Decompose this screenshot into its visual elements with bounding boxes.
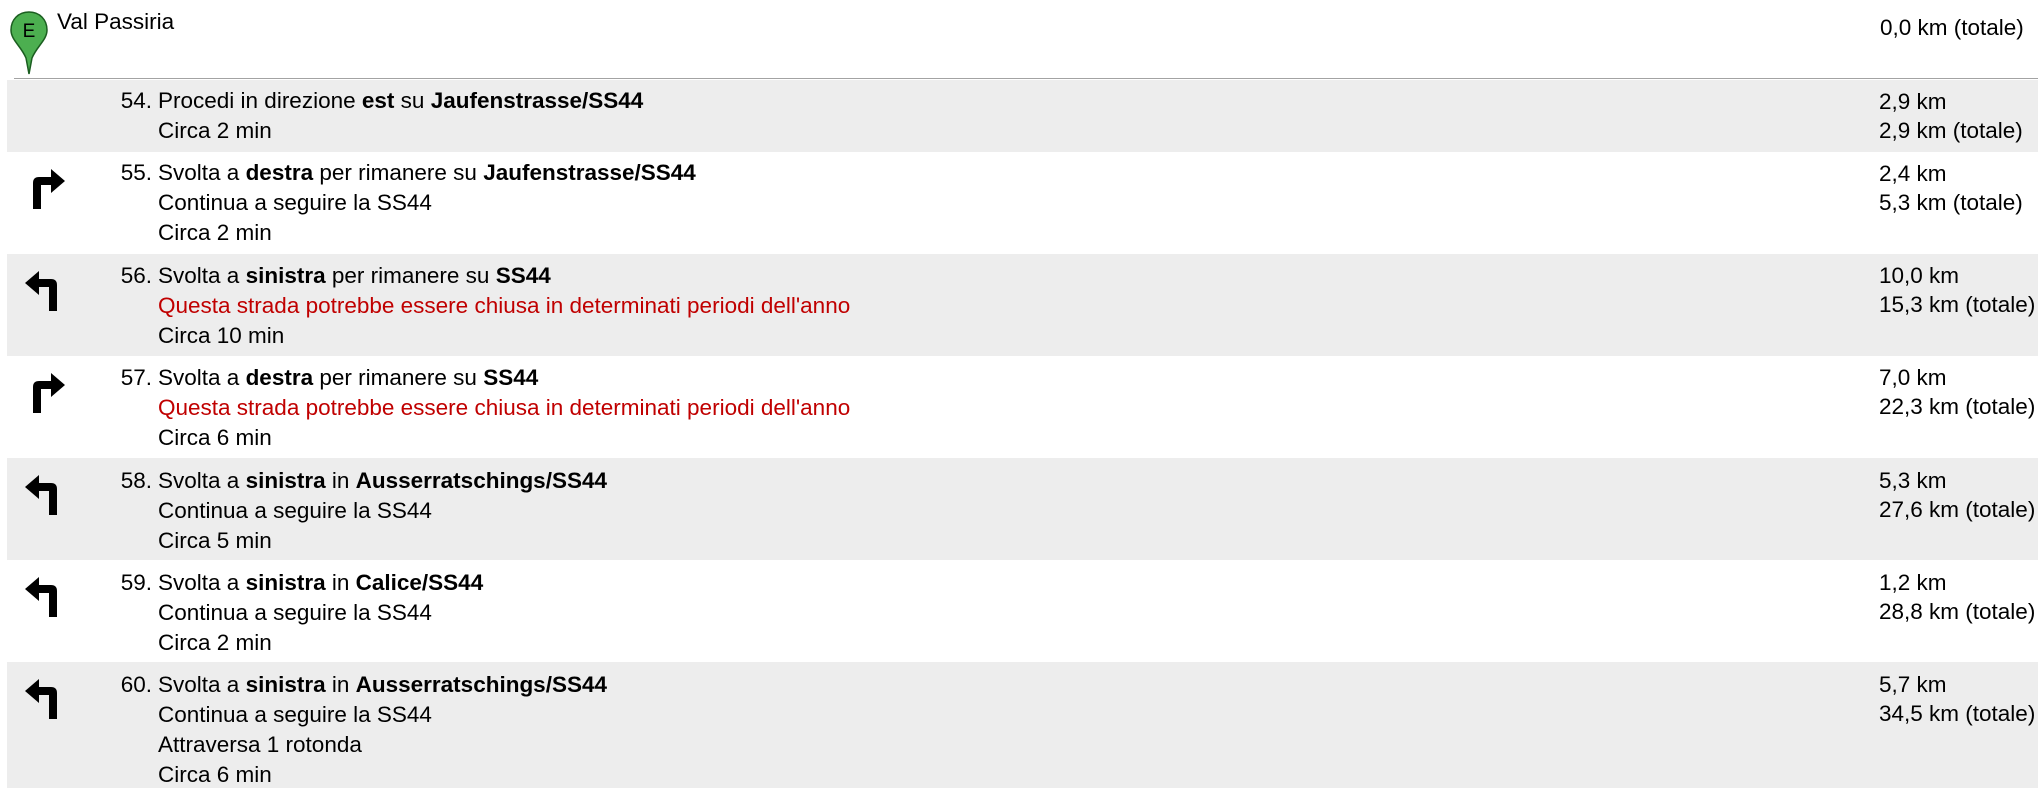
step-instructions (158, 568, 483, 658)
step-duration: Circa 2 min (158, 220, 272, 245)
start-total-distance: 0,0 km (totale) (1880, 15, 2024, 40)
step-duration: Circa 10 min (158, 323, 285, 348)
step-detail: Continua a seguire la SS44 (158, 190, 432, 215)
road-closure-warning: Questa strada potrebbe essere chiusa in determinati periodi dell'anno (158, 293, 851, 318)
start-location-header (0, 0, 2038, 79)
turn-left-icon (21, 671, 69, 721)
step-total-distance: 2,9 km (totale) (1879, 118, 2023, 143)
step-duration: Circa 2 min (158, 630, 272, 655)
step-total-distance: 34,5 km (totale) (1879, 701, 2036, 726)
step-number: 58. (120, 468, 152, 493)
step-distances (1879, 670, 2035, 728)
direction-step (7, 152, 2038, 254)
step-instructions (158, 466, 607, 556)
step-main-instruction: Svolta a destra per rimanere su SS44 (158, 365, 539, 390)
turn-right-icon (21, 365, 69, 415)
direction-step (7, 356, 2038, 458)
step-distance: 1,2 km (1879, 570, 1947, 595)
step-number: 54. (120, 88, 152, 113)
roundabout-note: Attraversa 1 rotonda (158, 732, 362, 757)
step-number: 57. (120, 365, 152, 390)
step-distance: 10,0 km (1879, 263, 1960, 288)
step-main-instruction: Svolta a destra per rimanere su Jaufenstrasse/SS44 (158, 160, 696, 185)
step-total-distance: 22,3 km (totale) (1879, 394, 2036, 419)
svg-text:E: E (22, 21, 36, 42)
step-main-instruction: Svolta a sinistra in Ausserratschings/SS44 (158, 468, 607, 493)
step-distances (1879, 87, 2023, 145)
step-distance: 5,3 km (1879, 468, 1947, 493)
step-distance: 7,0 km (1879, 365, 1947, 390)
step-duration: Circa 6 min (158, 425, 272, 450)
direction-step (7, 80, 2038, 152)
header-divider (14, 78, 2038, 79)
step-number: 60. (120, 672, 152, 697)
step-number: 55. (120, 160, 152, 185)
road-closure-warning: Questa strada potrebbe essere chiusa in determinati periodi dell'anno (158, 395, 851, 420)
turn-left-icon (21, 263, 69, 313)
location-marker-icon (9, 10, 49, 76)
step-total-distance: 15,3 km (totale) (1879, 292, 2036, 317)
direction-step (7, 458, 2038, 560)
step-distance: 5,7 km (1879, 672, 1947, 697)
step-duration: Circa 5 min (158, 528, 272, 553)
step-instructions (158, 158, 696, 248)
step-total-distance: 27,6 km (totale) (1879, 497, 2036, 522)
step-total-distance: 5,3 km (totale) (1879, 190, 2023, 215)
direction-step (7, 662, 2038, 788)
step-instructions (158, 670, 607, 790)
step-main-instruction: Procedi in direzione est su Jaufenstrasse/SS44 (158, 88, 644, 113)
step-main-instruction: Svolta a sinistra per rimanere su SS44 (158, 263, 551, 288)
step-distances (1879, 159, 2023, 217)
step-distances (1879, 261, 2035, 319)
step-detail: Continua a seguire la SS44 (158, 600, 432, 625)
turn-left-icon (21, 467, 69, 517)
direction-step (7, 254, 2038, 356)
step-main-instruction: Svolta a sinistra in Calice/SS44 (158, 570, 484, 595)
step-distance: 2,4 km (1879, 161, 1947, 186)
step-number: 59. (120, 570, 152, 595)
step-distances (1879, 466, 2035, 524)
step-duration: Circa 2 min (158, 118, 272, 143)
turn-right-icon (21, 161, 69, 211)
step-number: 56. (120, 263, 152, 288)
step-total-distance: 28,8 km (totale) (1879, 599, 2036, 624)
step-distance: 2,9 km (1879, 89, 1947, 114)
step-instructions (158, 86, 643, 146)
step-duration: Circa 6 min (158, 762, 272, 787)
step-main-instruction: Svolta a sinistra in Ausserratschings/SS44 (158, 672, 607, 697)
step-distances (1879, 568, 2035, 626)
step-detail: Continua a seguire la SS44 (158, 702, 432, 727)
turn-left-icon (21, 569, 69, 619)
step-distances (1879, 363, 2035, 421)
step-detail: Continua a seguire la SS44 (158, 498, 432, 523)
start-location-name: Val Passiria (57, 9, 175, 34)
step-instructions (158, 261, 850, 351)
step-instructions (158, 363, 850, 453)
direction-step (7, 560, 2038, 662)
